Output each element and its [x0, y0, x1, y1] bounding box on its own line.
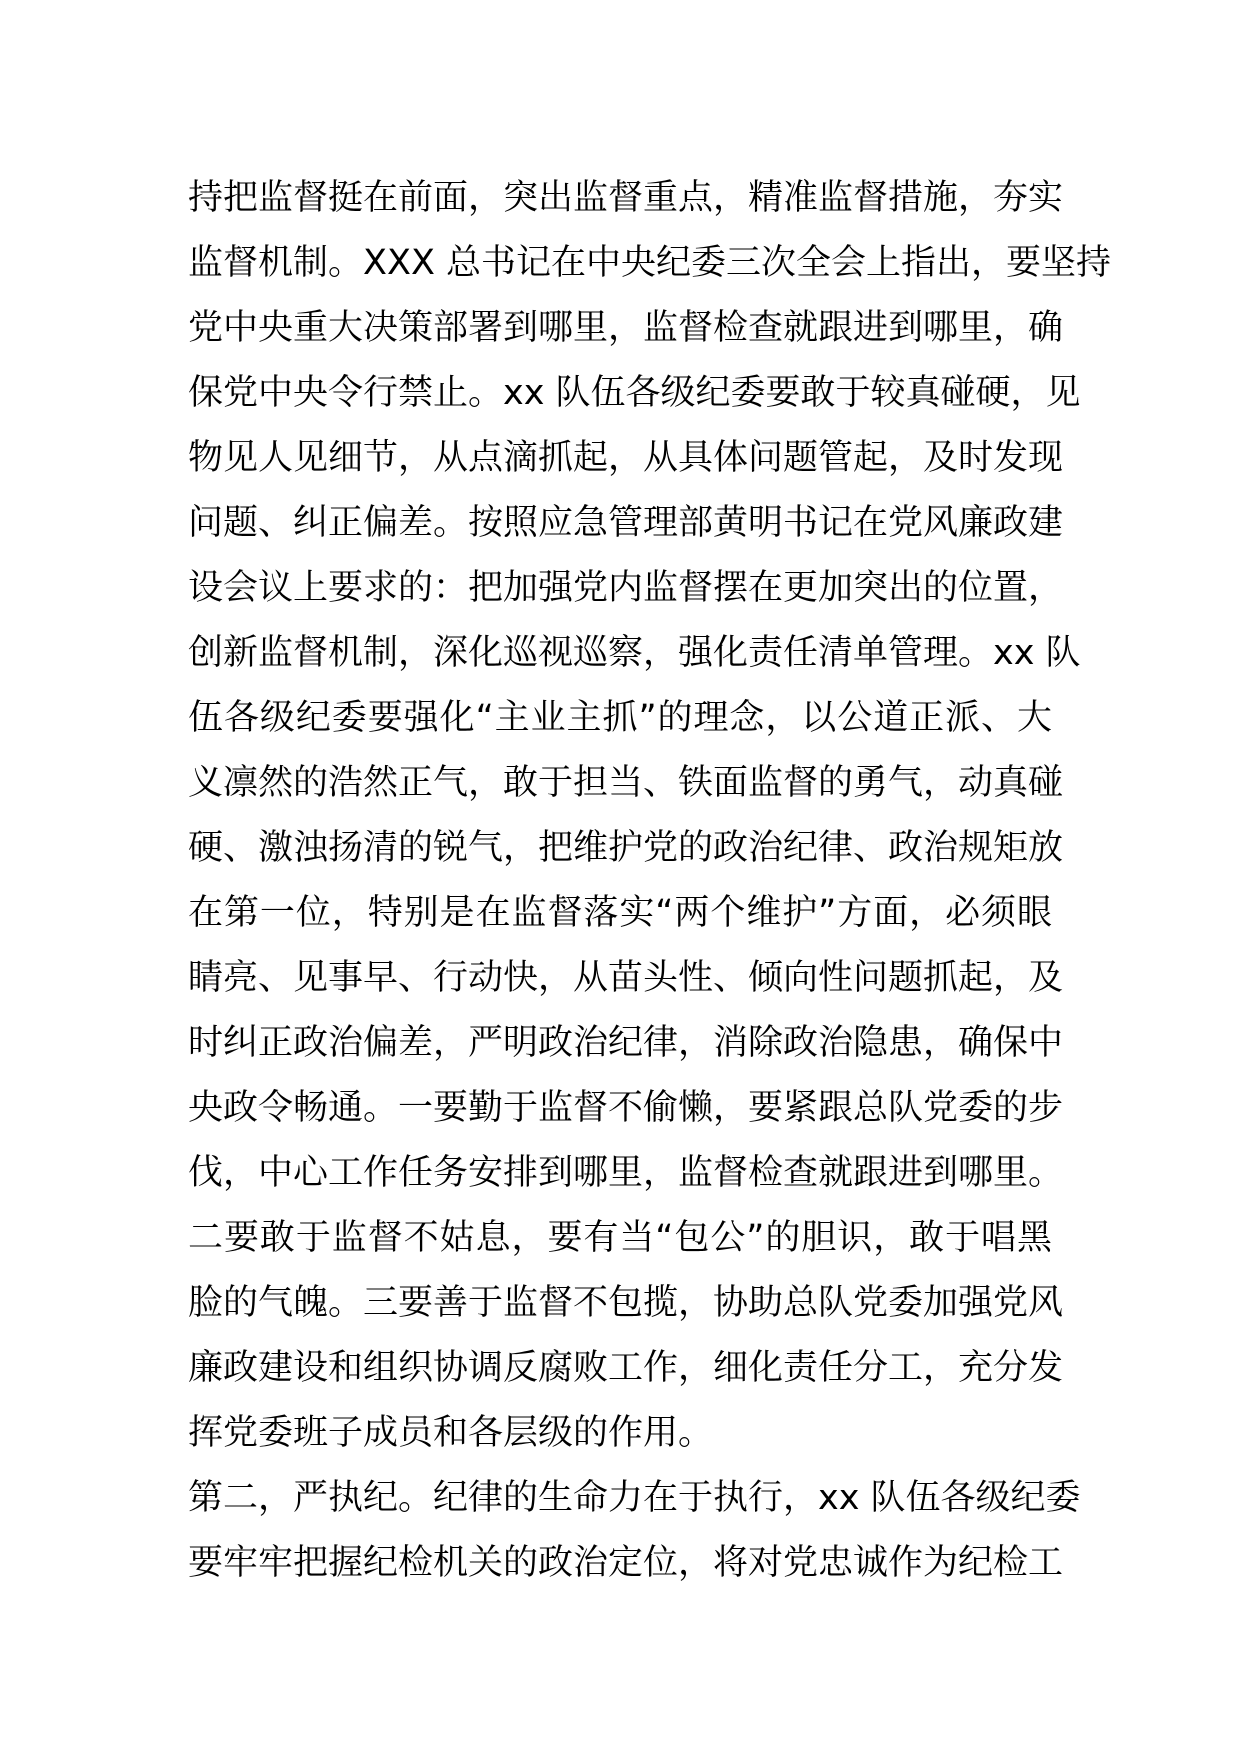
text-line: 在第一位，特别是在监督落实“两个维护”方面，必须眼 — [188, 893, 1052, 933]
section-heading-line: 第二，严执纪。纪律的生命力在于执行，xx 队伍各级纪委 — [188, 1478, 1081, 1518]
text-line: 问题、纠正偏差。按照应急管理部黄明书记在党风廉政建 — [188, 503, 1064, 543]
text-line: 创新监督机制，深化巡视巡察，强化责任清单管理。xx 队 — [188, 633, 1081, 673]
text-line: 时纠正政治偏差，严明政治纪律，消除政治隐患，确保中 — [188, 1023, 1064, 1063]
text-line: 物见人见细节，从点滴抓起，从具体问题管起，及时发现 — [188, 438, 1064, 478]
text-line: 持把监督挺在前面，突出监督重点，精准监督措施，夯实 — [188, 178, 1064, 218]
text-line: 伐，中心工作任务安排到哪里，监督检查就跟进到哪里。 — [188, 1153, 1064, 1193]
text-line: 设会议上要求的：把加强党内监督摆在更加突出的位置， — [188, 568, 1064, 608]
text-line: 廉政建设和组织协调反腐败工作，细化责任分工，充分发 — [188, 1348, 1064, 1388]
text-line: 要牢牢把握纪检机关的政治定位，将对党忠诚作为纪检工 — [188, 1543, 1064, 1583]
text-line: 脸的气魄。三要善于监督不包揽，协助总队党委加强党风 — [188, 1283, 1064, 1323]
body-text — [188, 166, 1112, 1596]
text-line: 保党中央令行禁止。xx 队伍各级纪委要敢于较真碰硬，见 — [188, 373, 1081, 413]
text-line: 义凛然的浩然正气，敢于担当、铁面监督的勇气，动真碰 — [188, 763, 1064, 803]
text-line: 二要敢于监督不姑息，要有当“包公”的胆识，敢于唱黑 — [188, 1218, 1052, 1258]
text-line: 央政令畅通。一要勤于监督不偷懒，要紧跟总队党委的步 — [188, 1088, 1064, 1128]
text-line: 监督机制。XXX 总书记在中央纪委三次全会上指出，要坚持 — [188, 243, 1112, 283]
text-line: 睛亮、见事早、行动快，从苗头性、倾向性问题抓起，及 — [188, 958, 1064, 998]
paragraph-end-line: 挥党委班子成员和各层级的作用。 — [188, 1413, 714, 1453]
text-line: 伍各级纪委要强化“主业主抓”的理念，以公道正派、大 — [188, 698, 1052, 738]
text-line: 党中央重大决策部署到哪里，监督检查就跟进到哪里，确 — [188, 308, 1064, 348]
text-line: 硬、激浊扬清的锐气，把维护党的政治纪律、政治规矩放 — [188, 828, 1064, 868]
